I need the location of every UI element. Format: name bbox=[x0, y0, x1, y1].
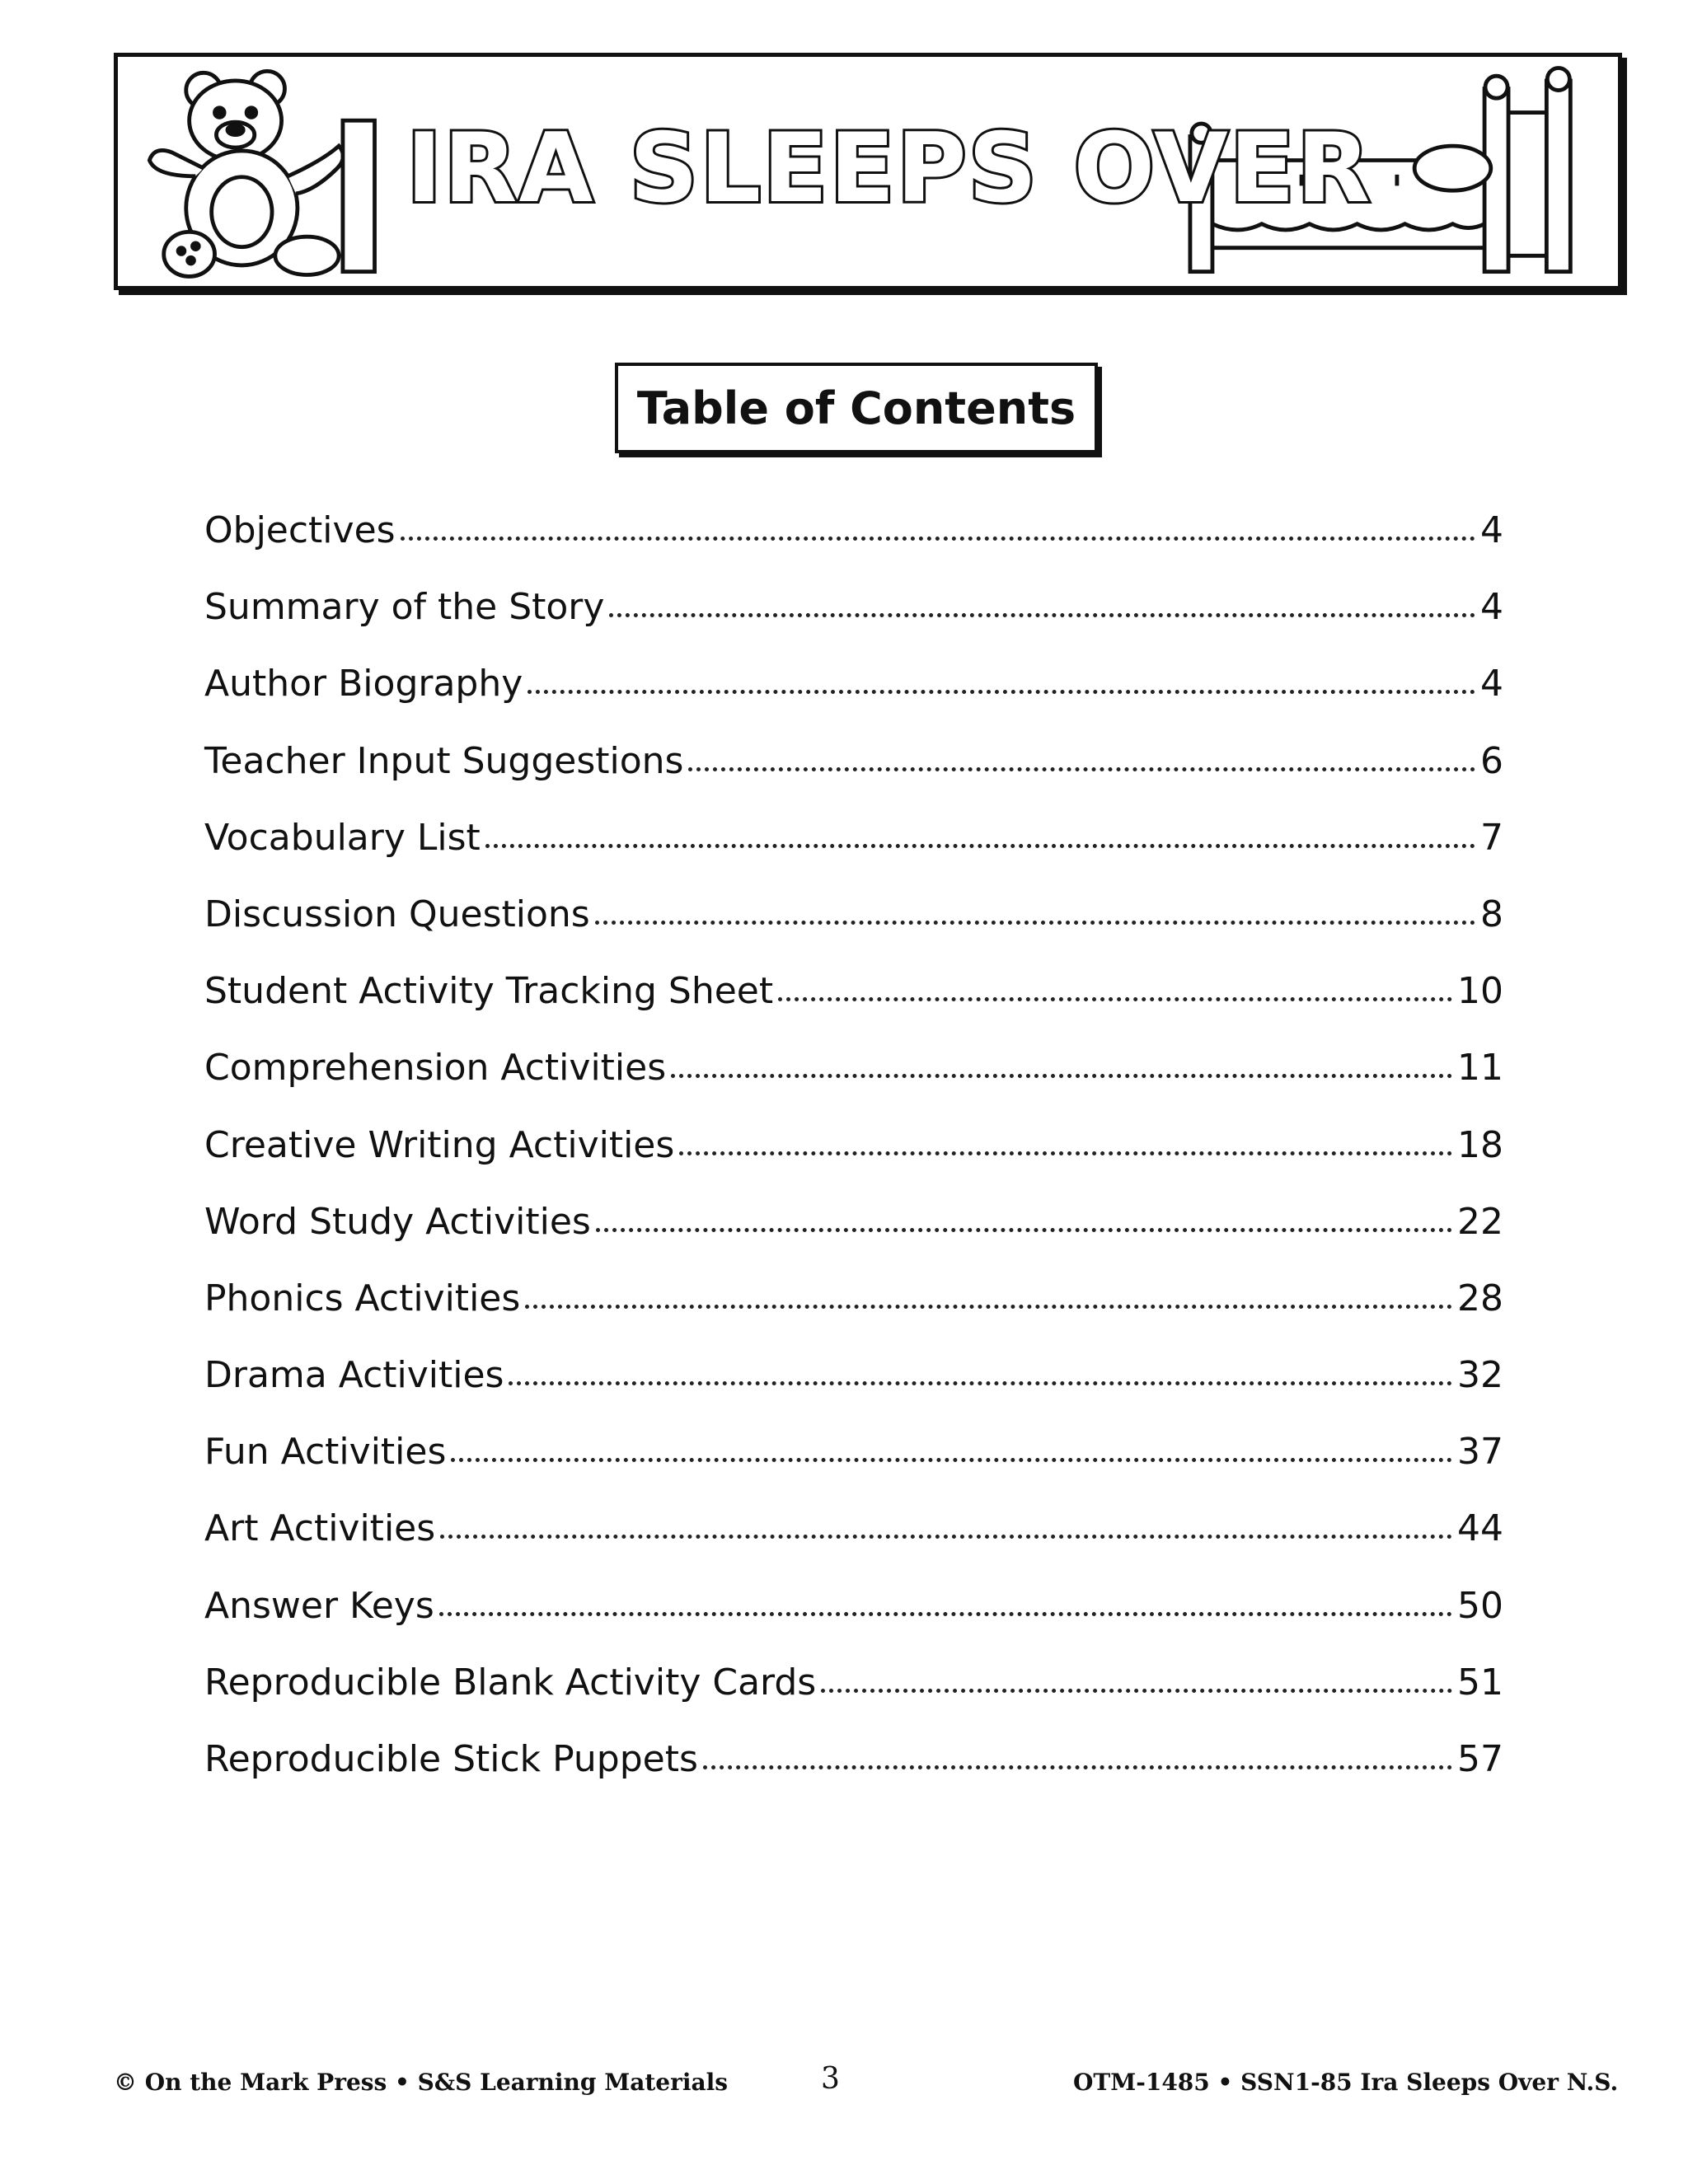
toc-item-page: 4 bbox=[1480, 663, 1503, 705]
toc-item bbox=[204, 1585, 1503, 1661]
toc-heading: Table of Contents bbox=[615, 363, 1098, 453]
toc-item-label: Vocabulary List bbox=[204, 816, 481, 859]
toc-item-page: 10 bbox=[1457, 970, 1503, 1013]
toc-item-label: Creative Writing Activities bbox=[204, 1123, 675, 1166]
toc-item bbox=[204, 1507, 1503, 1584]
toc-item-label: Drama Activities bbox=[204, 1354, 504, 1397]
toc-item-label: Student Activity Tracking Sheet bbox=[204, 970, 774, 1013]
toc-item bbox=[204, 1124, 1503, 1201]
toc-item bbox=[204, 817, 1503, 893]
toc-item bbox=[204, 1201, 1503, 1277]
toc-leader-dots bbox=[679, 1151, 1452, 1155]
toc-item-page: 11 bbox=[1457, 1047, 1503, 1090]
toc-item-label: Teacher Input Suggestions bbox=[204, 739, 684, 782]
toc-item-label: Reproducible Stick Puppets bbox=[204, 1738, 698, 1780]
toc-leader-dots bbox=[439, 1612, 1452, 1616]
toc-leader-dots bbox=[688, 767, 1475, 771]
toc-item-page: 18 bbox=[1457, 1123, 1503, 1166]
banner-title: IRA SLEEPS OVER bbox=[406, 113, 1372, 224]
toc-item bbox=[204, 970, 1503, 1047]
toc-item-label: Art Activities bbox=[204, 1507, 436, 1550]
toc-item bbox=[204, 1431, 1503, 1507]
toc-list bbox=[204, 509, 1503, 1815]
footer-publisher: © On the Mark Press • S&S Learning Materials bbox=[114, 2069, 729, 2096]
header-banner bbox=[114, 53, 1622, 290]
toc-item bbox=[204, 1354, 1503, 1431]
footer-page-number: 3 bbox=[821, 2062, 840, 2096]
toc-item-label: Summary of the Story bbox=[204, 586, 605, 629]
toc-leader-dots bbox=[485, 844, 1475, 848]
toc-item-label: Objectives bbox=[204, 509, 396, 551]
toc-item-page: 8 bbox=[1480, 893, 1503, 935]
toc-item-page: 37 bbox=[1457, 1431, 1503, 1474]
toc-item-page: 4 bbox=[1480, 509, 1503, 551]
post-left bbox=[343, 120, 375, 271]
toc-leader-dots bbox=[440, 1535, 1452, 1539]
toc-leader-dots bbox=[821, 1689, 1452, 1693]
toc-leader-dots bbox=[671, 1074, 1452, 1078]
toc-item bbox=[204, 1738, 1503, 1815]
toc-item bbox=[204, 509, 1503, 586]
toc-item bbox=[204, 1047, 1503, 1123]
toc-item bbox=[204, 740, 1503, 817]
toc-item-label: Phonics Activities bbox=[204, 1277, 521, 1319]
toc-leader-dots bbox=[596, 1228, 1452, 1232]
toc-item bbox=[204, 1661, 1503, 1738]
toc-item-page: 50 bbox=[1457, 1584, 1503, 1627]
toc-leader-dots bbox=[703, 1765, 1452, 1769]
toc-item-label: Comprehension Activities bbox=[204, 1047, 667, 1090]
toc-leader-dots bbox=[595, 921, 1475, 925]
toc-item-page: 4 bbox=[1480, 586, 1503, 629]
toc-item-label: Reproducible Blank Activity Cards bbox=[204, 1661, 817, 1704]
toc-item-page: 28 bbox=[1457, 1277, 1503, 1319]
toc-leader-dots bbox=[401, 537, 1475, 541]
teddy-bear-icon bbox=[149, 71, 343, 276]
toc-item-page: 51 bbox=[1457, 1661, 1503, 1704]
toc-item-page: 22 bbox=[1457, 1200, 1503, 1243]
toc-item bbox=[204, 586, 1503, 663]
toc-item-page: 44 bbox=[1457, 1507, 1503, 1550]
toc-leader-dots bbox=[778, 997, 1452, 1001]
toc-item-page: 6 bbox=[1480, 739, 1503, 782]
toc-item-label: Author Biography bbox=[204, 663, 523, 705]
toc-item-page: 32 bbox=[1457, 1354, 1503, 1397]
toc-item-label: Discussion Questions bbox=[204, 893, 590, 935]
toc-item bbox=[204, 663, 1503, 739]
toc-item-label: Word Study Activities bbox=[204, 1200, 591, 1243]
toc-item-label: Fun Activities bbox=[204, 1431, 447, 1474]
toc-leader-dots bbox=[609, 613, 1475, 617]
toc-leader-dots bbox=[509, 1381, 1452, 1385]
toc-item-label: Answer Keys bbox=[204, 1584, 434, 1627]
toc-item bbox=[204, 893, 1503, 970]
toc-leader-dots bbox=[528, 690, 1475, 694]
toc-item-page: 57 bbox=[1457, 1738, 1503, 1780]
toc-item bbox=[204, 1277, 1503, 1354]
footer-product-code: OTM-1485 • SSN1-85 Ira Sleeps Over N.S. bbox=[1073, 2069, 1619, 2096]
toc-leader-dots bbox=[451, 1458, 1452, 1462]
toc-item-page: 7 bbox=[1480, 816, 1503, 859]
toc-leader-dots bbox=[525, 1305, 1452, 1309]
